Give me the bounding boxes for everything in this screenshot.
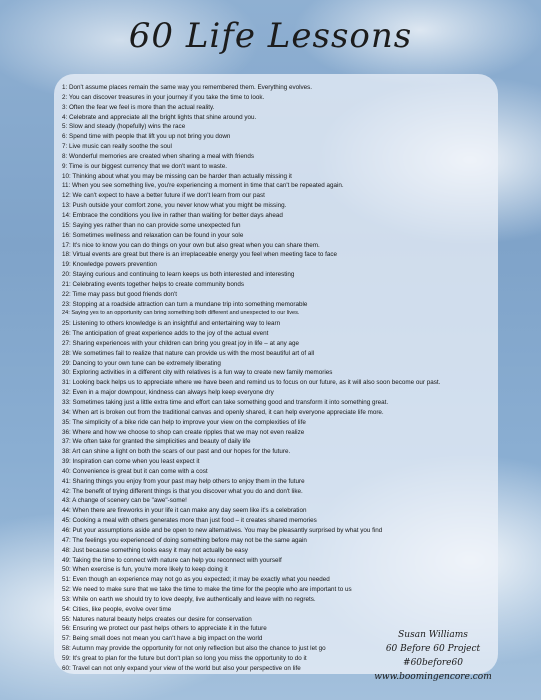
lesson-item: 11: When you see something live, you're experiencing a moment in time that can't be repeated again.: [62, 182, 344, 190]
lesson-item: 33: Sometimes taking just a little extra time and effort can take something good and transform it into something great.: [62, 399, 389, 406]
lesson-item: 12: We can't expect to have a better future if we don't learn from our past: [62, 192, 265, 200]
lesson-item: 51: Even though an experience may not go as you expected; it may be exactly what you needed: [62, 576, 330, 584]
lesson-item: 59: It's great to plan for the future but don't plan so long you miss the opportunity to do it: [62, 654, 307, 662]
lesson-item: 52: We need to make sure that we take the time to make the time for the people who are important to us: [62, 586, 352, 594]
lesson-item: 24: Saying yes to an opportunity can bring something both different and unexpected to our lives.: [62, 310, 300, 317]
lesson-item: 30: Exploring activities in a different city with relatives is a fun way to create new family memories: [62, 369, 333, 377]
project-name: 60 Before 60 Project: [385, 644, 481, 654]
lesson-item: 13: Push outside your comfort zone, you never know what you might be missing.: [62, 202, 287, 210]
lesson-item: 36: Where and how we choose to shop can create ripples that we may not even realize: [62, 428, 305, 436]
lesson-item: 45: Cooking a meal with others generates more than just food – it creates shared memories: [62, 517, 317, 525]
lesson-item: 9: Time is our biggest currency that we don't want to waste.: [62, 162, 228, 170]
signature-block: [368, 628, 498, 684]
lesson-item: 22: Time may pass but good friends don't: [62, 290, 177, 298]
lesson-item: 40: Convenience is great but it can come with a cost: [62, 467, 208, 475]
lesson-item: 7: Live music can really soothe the soul: [62, 143, 172, 151]
lesson-item: 43: A change of scenery can be "awe"-some!: [62, 497, 187, 505]
lesson-item: 17: It's nice to know you can do things on your own but also great when you can share them.: [62, 241, 320, 249]
page-title: 60 Life Lessons: [128, 16, 413, 56]
lesson-item: 58: Autumn may provide the opportunity for not only reflection but also the chance to just let go: [62, 645, 326, 653]
lesson-item: 18: Virtual events are great but there is an irreplaceable energy you feel when meeting face to face: [62, 251, 338, 259]
lesson-item: 10: Thinking about what you may be missing can be harder than actually missing it: [62, 172, 292, 180]
lesson-item: 19: Knowledge powers prevention: [62, 261, 157, 269]
lesson-item: 2: You can discover treasures in your journey if you take the time to look.: [62, 93, 265, 101]
lesson-item: 56: Ensuring we protect our past helps others to appreciate it in the future: [62, 625, 267, 633]
lesson-item: 49: Taking the time to connect with nature can help you reconnect with yourself: [62, 556, 282, 564]
lesson-item: 4: Celebrate and appreciate all the bright lights that shine around you.: [62, 113, 257, 121]
lesson-item: 15: Saying yes rather than no can provide some unexpected fun: [62, 221, 241, 229]
lesson-item: 3: Often the fear we feel is more than the actual reality.: [62, 103, 215, 111]
lesson-item: 1: Don't assume places remain the same way you remembered them. Everything evolves.: [62, 84, 313, 91]
lesson-item: 53: While on earth we should try to love deeply, live authentically and leave with no regrets.: [62, 595, 316, 603]
hashtag: #60before60: [403, 658, 463, 668]
lesson-item: 41: Sharing things you enjoy from your past may help others to enjoy them in the future: [62, 477, 305, 485]
lesson-item: 55: Natures natural beauty helps creates our desire for conservation: [62, 615, 252, 623]
lesson-item: 28: We sometimes fail to realize that nature can provide us with the most beautiful art of all: [62, 349, 315, 357]
author-name: Susan Williams: [398, 630, 468, 640]
lesson-item: 6: Spend time with people that lift you up not bring you down: [62, 133, 231, 141]
lesson-item: 23: Stopping at a roadside attraction can turn a mundane trip into something memorable: [62, 300, 308, 308]
lesson-item: 47: The feelings you experienced of doing something before may not be the same again: [62, 536, 307, 544]
lesson-item: 38: Art can shine a light on both the scars of our past and our hopes for the future.: [62, 448, 291, 456]
lesson-item: 26: The anticipation of great experience adds to the joy of the actual event: [62, 330, 269, 338]
lesson-item: 21: Celebrating events together helps to create community bonds: [62, 280, 245, 288]
lesson-item: 27: Sharing experiences with your children can bring you great joy in life – at any age: [62, 339, 299, 347]
lesson-item: 57: Being small does not mean you can't have a big impact on the world: [62, 635, 263, 643]
lesson-item: 31: Looking back helps us to appreciate where we have been and remind us to focus on our future, as it will also soon become our past.: [62, 379, 441, 387]
website-link[interactable]: www.boomingencore.com: [374, 672, 492, 682]
lesson-item: 60: Travel can not only expand your view of the world but also your perspective on life: [62, 664, 301, 672]
lesson-item: 35: The simplicity of a bike ride can help to improve your view on the complexities of life: [62, 418, 306, 426]
lesson-item: 29: Dancing to your own tune can be extremely liberating: [62, 359, 221, 367]
lesson-item: 50: When exercise is fun, you're more likely to keep doing it: [62, 566, 228, 574]
lesson-item: 42: The benefit of trying different things is that you discover what you do and don't like.: [62, 487, 303, 495]
lesson-item: 20: Staying curious and continuing to learn keeps us both interested and interesting: [62, 271, 295, 279]
lesson-item: 54: Cities, like people, evolve over time: [62, 605, 172, 613]
lesson-item: 14: Embrace the conditions you live in rather than waiting for better days ahead: [62, 211, 283, 219]
lesson-item: 5: Slow and steady (hopefully) wins the race: [62, 123, 186, 131]
lesson-item: 25: Listening to others knowledge is an insightful and entertaining way to learn: [62, 320, 281, 328]
lesson-item: 48: Just because something looks easy it may not actually be easy: [62, 546, 248, 554]
lesson-item: 8: Wonderful memories are created when sharing a meal with friends: [62, 152, 255, 160]
lessons-list: [62, 83, 532, 674]
lesson-item: 39: Inspiration can come when you least expect it: [62, 458, 200, 466]
lesson-item: 46: Put your assumptions aside and be open to new alternatives. You may be pleasantly surprised by what you find: [62, 526, 383, 534]
lesson-item: 37: We often take for granted the simplicities and beauty of daily life: [62, 438, 251, 446]
lesson-item: 34: When art is broken out from the traditional canvas and openly shared, it can help everyone appreciate life more.: [62, 408, 384, 416]
lesson-item: 44: When there are fireworks in your life it can make any day seem like it's a celebration: [62, 507, 307, 515]
lesson-item: 16: Sometimes wellness and relaxation can be found in your sole: [62, 231, 244, 239]
lesson-item: 32: Even in a major downpour, kindness can always help keep everyone dry: [62, 389, 274, 397]
